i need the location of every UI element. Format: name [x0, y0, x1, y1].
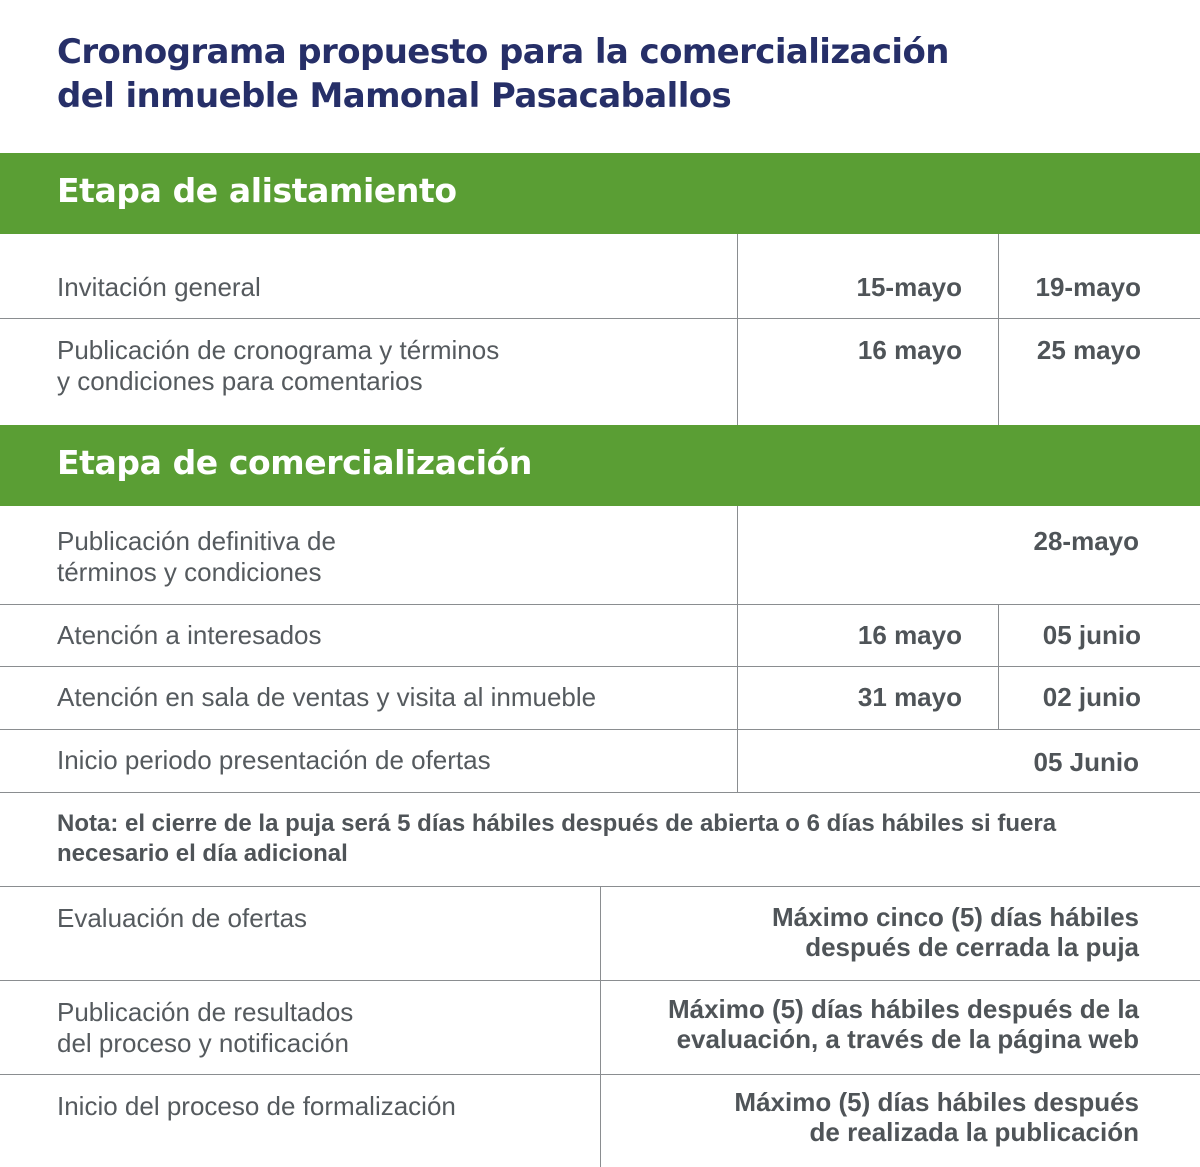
column-divider	[737, 730, 738, 792]
page-title-line-1: Cronograma propuesto para la comercialización	[57, 32, 949, 72]
start-date: 31 mayo	[857, 682, 962, 712]
stage-alistamiento-header: Etapa de alistamiento	[0, 153, 1200, 234]
column-divider	[600, 887, 601, 980]
row-label: Inicio periodo presentación de ofertas	[57, 745, 491, 775]
auction-closing-note: Nota: el cierre de la puja será 5 días hábiles después de abierta o 6 días hábiles si fuera necesario el día adicional	[57, 810, 1057, 867]
row-label: Invitación general	[57, 272, 261, 302]
row-label: Publicación de cronograma y términos y condiciones para comentarios	[57, 335, 500, 396]
row-label: Evaluación de ofertas	[57, 903, 308, 933]
schedule-row-inicio-formalizacion	[0, 1075, 1200, 1167]
row-label: Publicación de resultados del proceso y notificación	[57, 997, 354, 1058]
deadline-description: Máximo (5) días hábiles después de la evaluación, a través de la página web	[667, 994, 1139, 1054]
schedule-row-publicacion-cronograma	[0, 319, 1200, 425]
column-divider	[737, 605, 738, 666]
column-divider	[737, 667, 738, 729]
start-date: 16 mayo	[857, 620, 962, 650]
end-date: 25 mayo	[1036, 335, 1141, 365]
column-divider	[600, 981, 601, 1074]
end-date: 02 junio	[1042, 682, 1141, 712]
schedule-row-atencion-interesados	[0, 605, 1200, 667]
schedule-row-inicio-ofertas	[0, 730, 1200, 793]
end-date: 05 junio	[1042, 620, 1141, 650]
column-divider	[998, 667, 999, 729]
column-divider	[998, 319, 999, 425]
single-date: 05 Junio	[1033, 747, 1139, 777]
schedule-row-publicacion-definitiva	[0, 506, 1200, 605]
page-title-line-2: del inmueble Mamonal Pasacaballos	[57, 76, 732, 116]
end-date: 19-mayo	[1035, 272, 1141, 302]
column-divider	[737, 319, 738, 425]
page-title	[57, 30, 1157, 118]
schedule-row-atencion-sala-ventas	[0, 667, 1200, 730]
column-divider	[737, 506, 738, 604]
schedule-row-invitacion	[0, 234, 1200, 319]
deadline-description: Máximo cinco (5) días hábiles después de cerrada la puja	[772, 902, 1139, 962]
single-date: 28-mayo	[1033, 526, 1139, 556]
row-label: Inicio del proceso de formalización	[57, 1091, 456, 1121]
row-label: Atención a interesados	[57, 620, 322, 650]
schedule-row-evaluacion-ofertas	[0, 887, 1200, 981]
column-divider	[998, 605, 999, 666]
row-label: Atención en sala de ventas y visita al inmueble	[57, 682, 597, 712]
column-divider	[998, 234, 999, 318]
schedule-row-publicacion-resultados	[0, 981, 1200, 1075]
start-date: 15-mayo	[856, 272, 962, 302]
start-date: 16 mayo	[857, 335, 962, 365]
deadline-description: Máximo (5) días hábiles después de realizada la publicación	[734, 1087, 1139, 1147]
column-divider	[600, 1075, 601, 1167]
row-label: Publicación definitiva de términos y condiciones	[57, 526, 336, 587]
column-divider	[737, 234, 738, 318]
stage-comercializacion-header: Etapa de comercialización	[0, 425, 1200, 506]
